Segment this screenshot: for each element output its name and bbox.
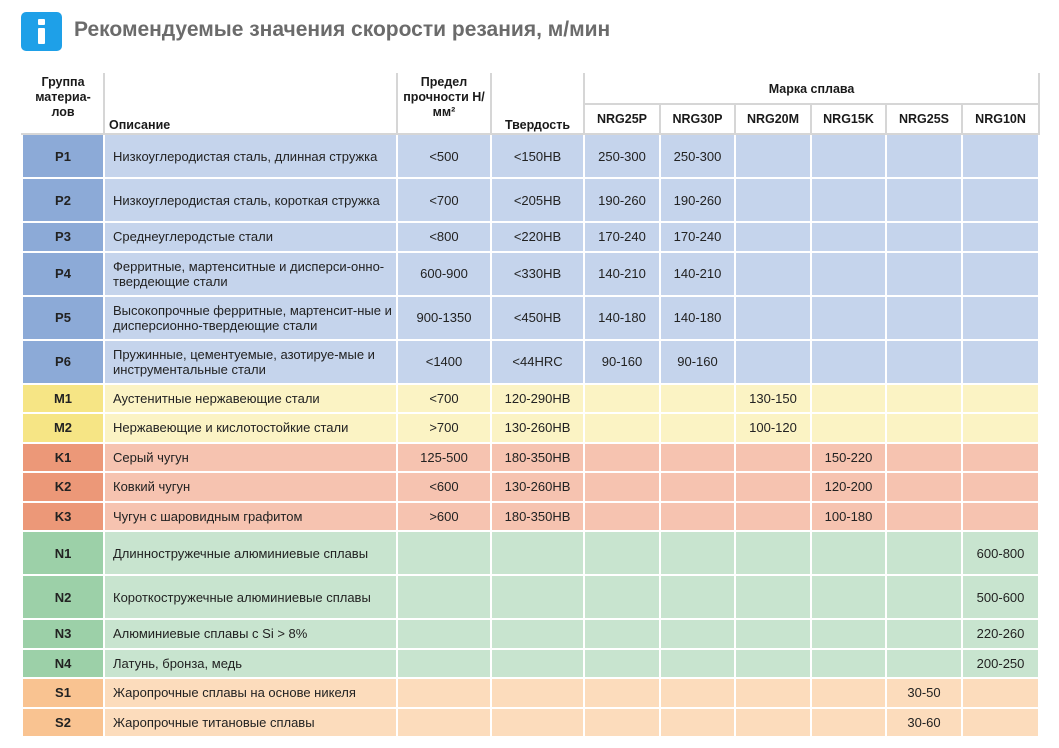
group-code: K1	[22, 443, 104, 473]
material-description: Нержавеющие и кислотостойкие стали	[104, 413, 397, 443]
table-row	[22, 443, 1039, 473]
speed-nrg25s: 30-50	[886, 678, 962, 708]
speed-nrg15k: 150-220	[811, 443, 886, 473]
material-description: Высокопрочные ферритные, мартенсит-ные и дисперсионно-твердеющие стали	[104, 296, 397, 340]
speed-nrg30p: 250-300	[660, 134, 735, 178]
header-alloy-nrg10n: NRG10N	[962, 104, 1039, 134]
speed-nrg10n: 200-250	[962, 649, 1039, 679]
cutting-speed-table	[21, 73, 1040, 738]
speed-nrg25s	[886, 178, 962, 222]
material-description: Латунь, бронза, медь	[104, 649, 397, 679]
speed-nrg15k	[811, 252, 886, 296]
speed-nrg30p	[660, 708, 735, 738]
speed-nrg10n	[962, 178, 1039, 222]
speed-nrg30p	[660, 575, 735, 619]
speed-nrg25p	[584, 708, 660, 738]
group-code: P4	[22, 252, 104, 296]
speed-nrg25p: 170-240	[584, 222, 660, 252]
strength-value: <1400	[397, 340, 491, 384]
speed-nrg10n	[962, 340, 1039, 384]
strength-value: 125-500	[397, 443, 491, 473]
speed-nrg30p	[660, 443, 735, 473]
speed-nrg25p	[584, 384, 660, 414]
group-code: M1	[22, 384, 104, 414]
strength-value: <600	[397, 472, 491, 502]
speed-nrg10n	[962, 134, 1039, 178]
table-row	[22, 252, 1039, 296]
group-code: S2	[22, 708, 104, 738]
speed-nrg10n	[962, 443, 1039, 473]
speed-nrg25p	[584, 649, 660, 679]
speed-nrg20m	[735, 340, 811, 384]
header-alloy-grade: Марка сплава	[584, 74, 1039, 104]
speed-nrg25p	[584, 443, 660, 473]
speed-nrg25p	[584, 413, 660, 443]
speed-nrg25p: 140-180	[584, 296, 660, 340]
speed-nrg30p	[660, 619, 735, 649]
material-description: Длинностружечные алюминиевые сплавы	[104, 531, 397, 575]
speed-nrg30p	[660, 649, 735, 679]
material-description: Алюминиевые сплавы с Si > 8%	[104, 619, 397, 649]
speed-nrg25p	[584, 531, 660, 575]
strength-value	[397, 649, 491, 679]
hardness-value: <220HB	[491, 222, 584, 252]
material-description: Ковкий чугун	[104, 472, 397, 502]
group-code: P2	[22, 178, 104, 222]
hardness-value	[491, 575, 584, 619]
table-row	[22, 178, 1039, 222]
table-row	[22, 649, 1039, 679]
group-code: N3	[22, 619, 104, 649]
speed-nrg30p: 140-210	[660, 252, 735, 296]
table-row	[22, 619, 1039, 649]
material-description: Чугун с шаровидным графитом	[104, 502, 397, 532]
page-header	[21, 12, 1041, 52]
strength-value: <800	[397, 222, 491, 252]
speed-nrg25p: 190-260	[584, 178, 660, 222]
hardness-value	[491, 619, 584, 649]
speed-nrg10n: 500-600	[962, 575, 1039, 619]
speed-nrg25s	[886, 252, 962, 296]
speed-nrg15k	[811, 296, 886, 340]
speed-nrg30p	[660, 413, 735, 443]
speed-nrg30p	[660, 384, 735, 414]
table-row	[22, 502, 1039, 532]
material-description: Низкоуглеродистая сталь, длинная стружка	[104, 134, 397, 178]
hardness-value: <330HB	[491, 252, 584, 296]
group-code: P6	[22, 340, 104, 384]
material-description: Среднеуглеродстые стали	[104, 222, 397, 252]
hardness-value: 180-350HB	[491, 502, 584, 532]
speed-nrg20m	[735, 222, 811, 252]
speed-nrg15k	[811, 531, 886, 575]
material-description: Жаропрочные титановые сплавы	[104, 708, 397, 738]
speed-nrg20m	[735, 649, 811, 679]
speed-nrg30p	[660, 531, 735, 575]
hardness-value	[491, 678, 584, 708]
strength-value	[397, 575, 491, 619]
hardness-value: 130-260HB	[491, 472, 584, 502]
table-row	[22, 531, 1039, 575]
speed-nrg20m	[735, 472, 811, 502]
material-description: Серый чугун	[104, 443, 397, 473]
speed-nrg30p: 190-260	[660, 178, 735, 222]
speed-nrg15k	[811, 178, 886, 222]
speed-nrg20m	[735, 708, 811, 738]
speed-nrg15k	[811, 413, 886, 443]
speed-nrg20m	[735, 502, 811, 532]
speed-nrg20m	[735, 678, 811, 708]
group-code: K3	[22, 502, 104, 532]
header-hardness: Твердость	[491, 74, 584, 134]
speed-nrg20m	[735, 296, 811, 340]
group-code: N4	[22, 649, 104, 679]
hardness-value: <205HB	[491, 178, 584, 222]
speed-nrg25s	[886, 619, 962, 649]
speed-nrg10n	[962, 384, 1039, 414]
hardness-value: <450HB	[491, 296, 584, 340]
speed-nrg25p: 140-210	[584, 252, 660, 296]
group-code: N1	[22, 531, 104, 575]
group-code: S1	[22, 678, 104, 708]
speed-nrg25p	[584, 502, 660, 532]
speed-nrg10n	[962, 678, 1039, 708]
hardness-value: 130-260HB	[491, 413, 584, 443]
speed-nrg15k	[811, 222, 886, 252]
header-alloy-nrg15k: NRG15K	[811, 104, 886, 134]
table-row	[22, 575, 1039, 619]
table-row	[22, 472, 1039, 502]
speed-nrg25p	[584, 472, 660, 502]
speed-nrg20m	[735, 531, 811, 575]
speed-nrg15k	[811, 708, 886, 738]
speed-nrg30p: 90-160	[660, 340, 735, 384]
speed-nrg10n: 600-800	[962, 531, 1039, 575]
strength-value	[397, 619, 491, 649]
speed-nrg25s	[886, 531, 962, 575]
strength-value	[397, 708, 491, 738]
speed-nrg25s	[886, 502, 962, 532]
hardness-value: 180-350HB	[491, 443, 584, 473]
strength-value: <500	[397, 134, 491, 178]
header-group: Группа материа-лов	[22, 74, 104, 134]
speed-nrg10n	[962, 252, 1039, 296]
speed-nrg25p: 90-160	[584, 340, 660, 384]
group-code: N2	[22, 575, 104, 619]
table-row	[22, 384, 1039, 414]
info-icon	[21, 12, 62, 51]
speed-nrg10n	[962, 502, 1039, 532]
hardness-value	[491, 531, 584, 575]
speed-nrg25s	[886, 384, 962, 414]
header-alloy-nrg25p: NRG25P	[584, 104, 660, 134]
table-row	[22, 413, 1039, 443]
speed-nrg25s	[886, 413, 962, 443]
speed-nrg20m	[735, 443, 811, 473]
speed-nrg30p: 140-180	[660, 296, 735, 340]
speed-nrg25p: 250-300	[584, 134, 660, 178]
speed-nrg25s	[886, 134, 962, 178]
speed-nrg15k	[811, 619, 886, 649]
speed-nrg20m	[735, 134, 811, 178]
material-description: Жаропрочные сплавы на основе никеля	[104, 678, 397, 708]
speed-nrg10n	[962, 472, 1039, 502]
strength-value: <700	[397, 384, 491, 414]
strength-value	[397, 531, 491, 575]
speed-nrg20m	[735, 619, 811, 649]
strength-value: 600-900	[397, 252, 491, 296]
speed-nrg25s	[886, 296, 962, 340]
speed-nrg10n	[962, 708, 1039, 738]
group-code: P1	[22, 134, 104, 178]
speed-nrg15k: 120-200	[811, 472, 886, 502]
table-row	[22, 678, 1039, 708]
speed-nrg25s	[886, 222, 962, 252]
strength-value: >700	[397, 413, 491, 443]
speed-nrg15k	[811, 134, 886, 178]
material-description: Короткостружечные алюминиевые сплавы	[104, 575, 397, 619]
speed-nrg25s	[886, 575, 962, 619]
speed-nrg25s: 30-60	[886, 708, 962, 738]
hardness-value	[491, 708, 584, 738]
table-row	[22, 340, 1039, 384]
material-description: Пружинные, цементуемые, азотируе-мые и инструментальные стали	[104, 340, 397, 384]
speed-nrg25p	[584, 575, 660, 619]
speed-nrg25s	[886, 443, 962, 473]
hardness-value: 120-290HB	[491, 384, 584, 414]
speed-nrg30p	[660, 678, 735, 708]
speed-nrg20m: 100-120	[735, 413, 811, 443]
speed-nrg25s	[886, 649, 962, 679]
header-alloy-nrg25s: NRG25S	[886, 104, 962, 134]
header-alloy-nrg30p: NRG30P	[660, 104, 735, 134]
speed-nrg15k	[811, 649, 886, 679]
speed-nrg10n	[962, 222, 1039, 252]
material-description: Аустенитные нержавеющие стали	[104, 384, 397, 414]
speed-nrg20m: 130-150	[735, 384, 811, 414]
group-code: M2	[22, 413, 104, 443]
speed-nrg30p	[660, 502, 735, 532]
strength-value: 900-1350	[397, 296, 491, 340]
strength-value: >600	[397, 502, 491, 532]
group-code: P3	[22, 222, 104, 252]
strength-value: <700	[397, 178, 491, 222]
speed-nrg25p	[584, 619, 660, 649]
material-description: Низкоуглеродистая сталь, короткая стружка	[104, 178, 397, 222]
table-row	[22, 708, 1039, 738]
group-code: K2	[22, 472, 104, 502]
speed-nrg25s	[886, 340, 962, 384]
table-row	[22, 222, 1039, 252]
header-description: Описание	[104, 74, 397, 134]
table-row	[22, 134, 1039, 178]
speed-nrg15k	[811, 575, 886, 619]
hardness-value	[491, 649, 584, 679]
speed-nrg20m	[735, 575, 811, 619]
speed-nrg25p	[584, 678, 660, 708]
speed-nrg30p: 170-240	[660, 222, 735, 252]
speed-nrg30p	[660, 472, 735, 502]
speed-nrg10n	[962, 296, 1039, 340]
speed-nrg10n	[962, 413, 1039, 443]
table-row	[22, 296, 1039, 340]
hardness-value: <44HRC	[491, 340, 584, 384]
material-description: Ферритные, мартенситные и дисперси-онно-твердеющие стали	[104, 252, 397, 296]
group-code: P5	[22, 296, 104, 340]
speed-nrg15k: 100-180	[811, 502, 886, 532]
hardness-value: <150HB	[491, 134, 584, 178]
speed-nrg25s	[886, 472, 962, 502]
header-strength: Предел прочности Н/мм²	[397, 74, 491, 134]
strength-value	[397, 678, 491, 708]
speed-nrg20m	[735, 252, 811, 296]
speed-nrg15k	[811, 340, 886, 384]
speed-nrg15k	[811, 678, 886, 708]
speed-nrg10n: 220-260	[962, 619, 1039, 649]
speed-nrg20m	[735, 178, 811, 222]
speed-nrg15k	[811, 384, 886, 414]
header-alloy-nrg20m: NRG20M	[735, 104, 811, 134]
page-title: Рекомендуемые значения скорости резания, м/мин	[74, 18, 611, 41]
